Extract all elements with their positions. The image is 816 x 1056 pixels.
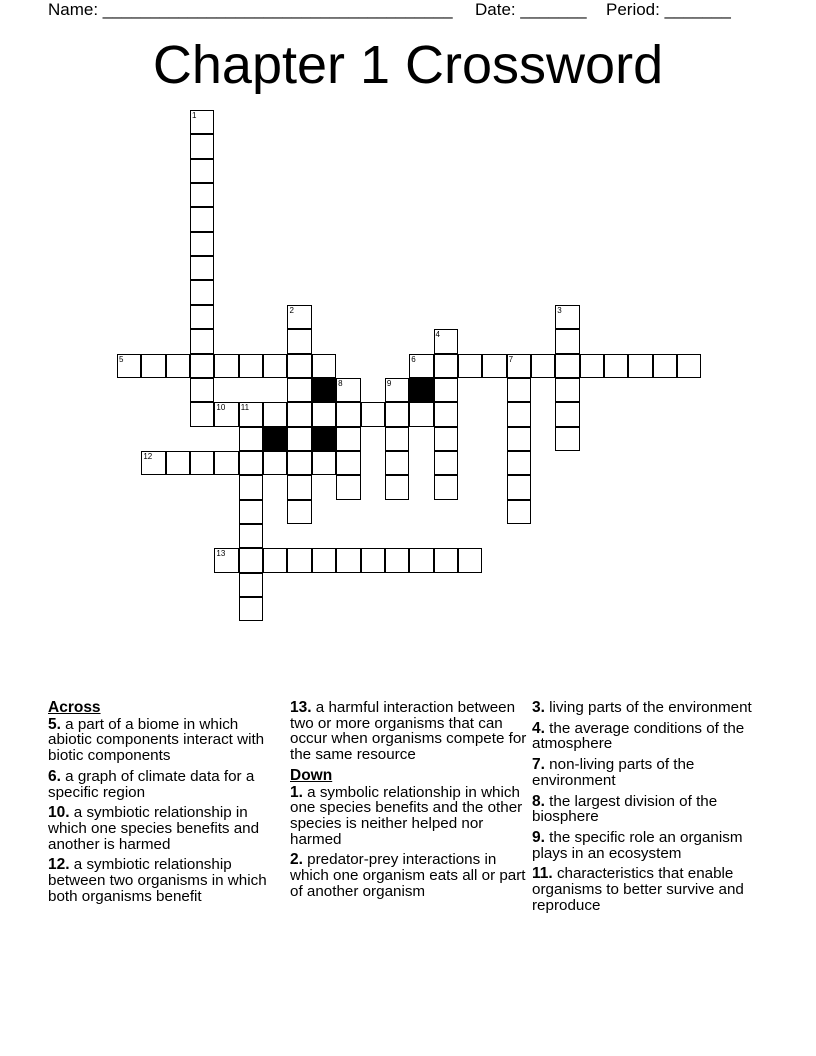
clue-number: 3. bbox=[532, 699, 545, 716]
cell-number: 7 bbox=[508, 354, 514, 364]
clue-text: predator-prey interactions in which one organism eats all or part of another organism bbox=[290, 851, 526, 900]
crossword-cell[interactable] bbox=[336, 427, 360, 451]
crossword-cell[interactable] bbox=[507, 475, 531, 499]
crossword-cell[interactable] bbox=[385, 378, 409, 402]
crossword-cell[interactable] bbox=[190, 159, 214, 183]
crossword-cell[interactable] bbox=[287, 475, 311, 499]
crossword-cell[interactable] bbox=[141, 354, 165, 378]
crossword-cell[interactable] bbox=[239, 500, 263, 524]
crossword-cell[interactable] bbox=[507, 500, 531, 524]
crossword-cell[interactable] bbox=[507, 451, 531, 475]
crossword-cell[interactable] bbox=[239, 597, 263, 621]
black-cell bbox=[409, 378, 433, 402]
crossword-cell[interactable] bbox=[434, 329, 458, 353]
crossword-cell[interactable] bbox=[507, 402, 531, 426]
crossword-cell[interactable] bbox=[482, 354, 506, 378]
crossword-cell[interactable] bbox=[385, 451, 409, 475]
crossword-cell[interactable] bbox=[263, 548, 287, 572]
crossword-cell[interactable] bbox=[287, 427, 311, 451]
crossword-cell[interactable] bbox=[385, 427, 409, 451]
crossword-cell[interactable] bbox=[190, 207, 214, 231]
crossword-cell[interactable] bbox=[239, 573, 263, 597]
crossword-cell[interactable] bbox=[336, 451, 360, 475]
crossword-cell[interactable] bbox=[336, 378, 360, 402]
clue-down-7 bbox=[532, 757, 768, 788]
clue-down-9 bbox=[532, 830, 768, 861]
crossword-cell[interactable] bbox=[239, 354, 263, 378]
clue-number: 12. bbox=[48, 856, 70, 874]
clue-text: a part of a biome in which abiotic components interact with biotic components bbox=[48, 715, 265, 765]
crossword-cell[interactable] bbox=[434, 354, 458, 378]
cell-number: 3 bbox=[557, 305, 562, 315]
crossword-cell[interactable] bbox=[239, 427, 263, 451]
clue-text: non-living parts of the environment bbox=[532, 756, 695, 789]
crossword-cell[interactable] bbox=[361, 548, 385, 572]
crossword-cell[interactable] bbox=[604, 354, 628, 378]
clue-text: living parts of the environment bbox=[549, 699, 752, 716]
clue-number: 4. bbox=[532, 719, 545, 737]
cell-number: 10 bbox=[216, 403, 226, 413]
crossword-cell[interactable] bbox=[361, 402, 385, 426]
crossword-cell[interactable] bbox=[239, 451, 263, 475]
crossword-cell[interactable] bbox=[409, 548, 433, 572]
clue-text: the specific role an organism plays in an ecosystem bbox=[532, 828, 743, 862]
clue-number: 5. bbox=[48, 715, 61, 733]
crossword-cell[interactable] bbox=[141, 451, 165, 475]
crossword-cell[interactable] bbox=[409, 402, 433, 426]
cell-number: 8 bbox=[338, 378, 343, 388]
crossword-cell[interactable] bbox=[458, 548, 482, 572]
clues-column-1 bbox=[48, 700, 284, 909]
crossword-cell[interactable] bbox=[214, 402, 238, 426]
crossword-cell[interactable] bbox=[190, 256, 214, 280]
clue-down-1 bbox=[290, 785, 528, 848]
crossword-cell[interactable] bbox=[628, 354, 652, 378]
crossword-cell[interactable] bbox=[214, 451, 238, 475]
crossword-cell[interactable] bbox=[312, 451, 336, 475]
crossword-cell[interactable] bbox=[190, 378, 214, 402]
crossword-cell[interactable] bbox=[190, 402, 214, 426]
across-heading: Across bbox=[48, 699, 101, 716]
clue-number: 13. bbox=[290, 699, 312, 716]
crossword-cell[interactable] bbox=[166, 354, 190, 378]
crossword-cell[interactable] bbox=[190, 183, 214, 207]
cell-number: 4 bbox=[435, 330, 440, 340]
clue-across-5 bbox=[48, 717, 284, 764]
clue-across-6 bbox=[48, 769, 284, 800]
crossword-cell[interactable] bbox=[190, 354, 214, 378]
clue-down-4 bbox=[532, 721, 768, 752]
crossword-cell[interactable] bbox=[336, 402, 360, 426]
cell-number: 2 bbox=[289, 305, 294, 315]
crossword-cell[interactable] bbox=[190, 451, 214, 475]
clue-down-3 bbox=[532, 700, 768, 716]
crossword-cell[interactable] bbox=[555, 305, 579, 329]
crossword-cell[interactable] bbox=[190, 134, 214, 158]
crossword-cell[interactable] bbox=[677, 354, 701, 378]
clue-text: the largest division of the biosphere bbox=[532, 792, 718, 826]
clues-column-2 bbox=[290, 700, 528, 904]
crossword-cell[interactable] bbox=[287, 378, 311, 402]
crossword-cell[interactable] bbox=[239, 524, 263, 548]
crossword-cell[interactable] bbox=[239, 475, 263, 499]
crossword-cell[interactable] bbox=[555, 354, 579, 378]
crossword-cell[interactable] bbox=[336, 475, 360, 499]
clue-number: 9. bbox=[532, 828, 545, 846]
crossword-cell[interactable] bbox=[287, 354, 311, 378]
crossword-cell[interactable] bbox=[263, 402, 287, 426]
clue-text: characteristics that enable organisms to better survive and reproduce bbox=[532, 865, 744, 914]
crossword-cell[interactable] bbox=[287, 402, 311, 426]
crossword-cell[interactable] bbox=[312, 402, 336, 426]
crossword-cell[interactable] bbox=[336, 548, 360, 572]
date-field-label: Date: _______ bbox=[475, 0, 587, 19]
crossword-cell[interactable] bbox=[287, 329, 311, 353]
crossword-cell[interactable] bbox=[312, 548, 336, 572]
crossword-cell[interactable] bbox=[287, 500, 311, 524]
crossword-cell[interactable] bbox=[458, 354, 482, 378]
name-field-label: Name: _____________________________________ bbox=[48, 0, 453, 19]
crossword-cell[interactable] bbox=[409, 354, 433, 378]
crossword-cell[interactable] bbox=[555, 329, 579, 353]
crossword-cell[interactable] bbox=[287, 548, 311, 572]
clue-number: 8. bbox=[532, 792, 545, 810]
crossword-cell[interactable] bbox=[117, 354, 141, 378]
black-cell bbox=[312, 427, 336, 451]
crossword-cell[interactable] bbox=[507, 354, 531, 378]
crossword-cell[interactable] bbox=[263, 354, 287, 378]
clue-text: a graph of climate data for a specific region bbox=[48, 767, 255, 801]
clue-number: 11. bbox=[532, 865, 553, 883]
clue-across-12 bbox=[48, 857, 284, 904]
clue-text: the average conditions of the atmosphere bbox=[532, 719, 745, 753]
crossword-cell[interactable] bbox=[190, 110, 214, 134]
crossword-cell[interactable] bbox=[385, 475, 409, 499]
clue-down-2 bbox=[290, 852, 528, 899]
crossword-cell[interactable] bbox=[434, 402, 458, 426]
crossword-cell[interactable] bbox=[385, 548, 409, 572]
crossword-cell[interactable] bbox=[434, 451, 458, 475]
clue-number: 7. bbox=[532, 756, 545, 774]
clue-number: 6. bbox=[48, 767, 61, 785]
cell-number: 12 bbox=[143, 451, 153, 461]
down-heading: Down bbox=[290, 766, 333, 784]
crossword-cell[interactable] bbox=[507, 427, 531, 451]
clue-across-13 bbox=[290, 700, 528, 763]
cell-number: 1 bbox=[192, 111, 197, 120]
clue-down-8 bbox=[532, 794, 768, 825]
crossword-cell[interactable] bbox=[190, 329, 214, 353]
clue-text: a symbolic relationship in which one species benefits and the other species is neither helped nor harmed bbox=[290, 783, 523, 848]
clue-number: 2. bbox=[290, 851, 303, 869]
crossword-cell[interactable] bbox=[239, 402, 263, 426]
crossword-cell[interactable] bbox=[190, 232, 214, 256]
crossword-cell[interactable] bbox=[580, 354, 604, 378]
clue-down-11 bbox=[532, 866, 768, 913]
black-cell bbox=[263, 427, 287, 451]
cell-number: 9 bbox=[386, 378, 392, 388]
crossword-cell[interactable] bbox=[214, 354, 238, 378]
clues-column-3 bbox=[532, 700, 768, 918]
cell-number: 6 bbox=[411, 354, 416, 364]
crossword-cell[interactable] bbox=[507, 378, 531, 402]
crossword-cell[interactable] bbox=[287, 305, 311, 329]
cell-number: 13 bbox=[216, 549, 226, 559]
crossword-cell[interactable] bbox=[531, 354, 555, 378]
crossword-cell[interactable] bbox=[385, 402, 409, 426]
crossword-cell[interactable] bbox=[312, 354, 336, 378]
crossword-cell[interactable] bbox=[434, 548, 458, 572]
black-cell bbox=[312, 378, 336, 402]
page-title: Chapter 1 Crossword bbox=[152, 35, 664, 95]
crossword-cell[interactable] bbox=[434, 475, 458, 499]
crossword-cell[interactable] bbox=[190, 280, 214, 304]
crossword-cell[interactable] bbox=[287, 451, 311, 475]
crossword-cell[interactable] bbox=[434, 378, 458, 402]
crossword-cell[interactable] bbox=[555, 427, 579, 451]
crossword-cell[interactable] bbox=[555, 402, 579, 426]
clue-number: 10. bbox=[48, 804, 70, 822]
clue-across-10 bbox=[48, 805, 284, 852]
clue-text: a harmful interaction between two or more organisms that can occur when organisms compete for the same resource bbox=[290, 699, 527, 764]
crossword-cell[interactable] bbox=[555, 378, 579, 402]
crossword-cell[interactable] bbox=[214, 548, 238, 572]
crossword-cell[interactable] bbox=[166, 451, 190, 475]
period-field-label: Period: _______ bbox=[606, 0, 731, 19]
clue-number: 1. bbox=[290, 783, 303, 801]
crossword-cell[interactable] bbox=[434, 427, 458, 451]
cell-number: 11 bbox=[240, 403, 250, 413]
cell-number: 5 bbox=[119, 354, 124, 364]
crossword-cell[interactable] bbox=[190, 305, 214, 329]
clue-text: a symbiotic relationship in which one species benefits and another is harmed bbox=[48, 804, 260, 853]
crossword-cell[interactable] bbox=[263, 451, 287, 475]
crossword-cell[interactable] bbox=[239, 548, 263, 572]
crossword-cell[interactable] bbox=[653, 354, 677, 378]
clue-text: a symbiotic relationship between two organisms in which both organisms benefit bbox=[48, 856, 267, 905]
